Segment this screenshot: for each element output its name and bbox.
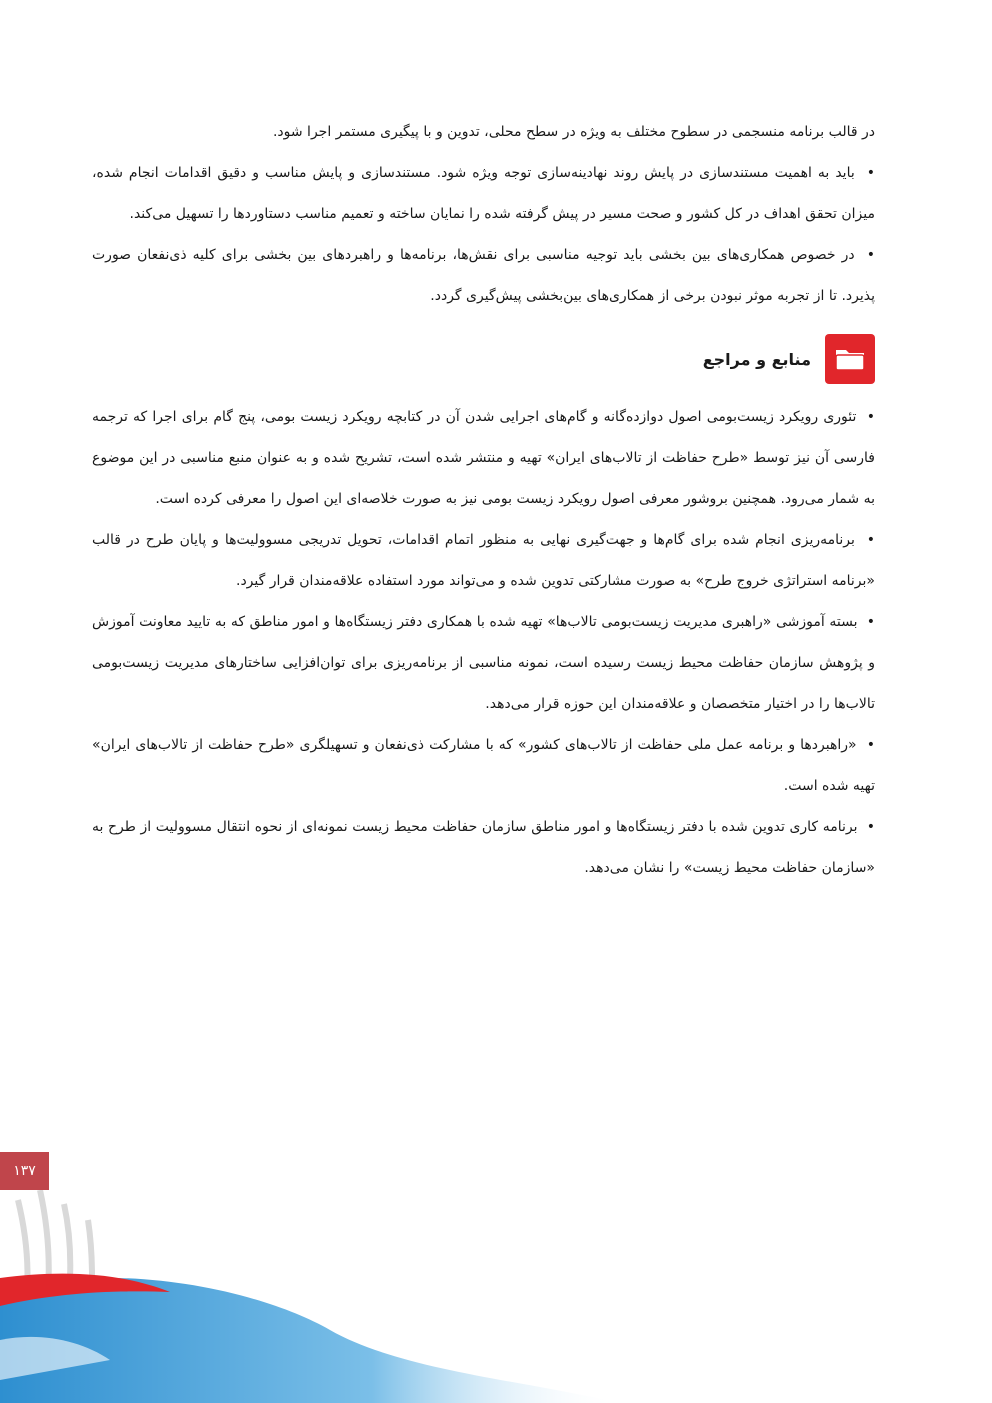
list-item: • برنامه کاری تدوین شده با دفتر زیستگاه‌ها و امور مناطق سازمان حفاظت محیط زیست نمونه‌ای از نحوه انتقال مسوولیت از طرح به «سازمان حفاظت محیط زیست» را نشان می‌دهد. <box>92 807 875 889</box>
main-content <box>92 112 875 889</box>
references-heading <box>92 329 875 389</box>
list-item: • «راهبردها و برنامه عمل ملی حفاظت از تالاب‌های کشور» که با مشارکت ذی‌نفعان و تسهیلگری «طرح حفاظت از تالاب‌های ایران» تهیه شده است. <box>92 725 875 807</box>
section-title: منابع و مراجع <box>702 349 811 369</box>
list-item: • برنامه‌ریزی انجام شده برای گام‌ها و جهت‌گیری نهایی به منظور اتمام اقدامات، تحویل تدریجی مسوولیت‌ها و پایان طرح در قالب «برنامه استراتژی خروج طرح» به صورت مشارکتی تدوین شده و می‌تواند مورد استفاده علاقه‌مندان قرار گیرد. <box>92 520 875 602</box>
list-item: • بسته آموزشی «راهبری مدیریت زیست‌بومی تالاب‌ها» تهیه شده با همکاری دفتر زیستگاه‌ها و امور مناطق که به تایید معاونت آموزش و پژوهش سازمان حفاظت محیط زیست رسیده است، نمونه مناسبی از برنامه‌ریزی برای توان‌افزایی ساختارهای مدیریت زیست‌بومی تالاب‌ها را در اختیار متخصصان و علاقه‌مندان این حوزه قرار می‌دهد. <box>92 602 875 725</box>
intro-paragraph: در قالب برنامه منسجمی در سطوح مختلف به ویژه در سطح محلی، تدوین و با پیگیری مستمر اجرا شود. <box>272 124 875 140</box>
footer-wave <box>0 1220 620 1403</box>
list-item: • باید به اهمیت مستندسازی در پایش روند نهادینه‌سازی توجه ویژه شود. مستندسازی و پایش مناسب و دقیق اقدامات انجام شده، میزان تحقق اهداف در کل کشور و صحت مسیر در پیش گرفته شده را نمایان ساخته و تعمیم مناسب دستاوردها را تسهیل می‌کند. <box>92 153 875 235</box>
folder-icon <box>825 334 875 384</box>
list-item: • در خصوص همکاری‌های بین بخشی باید توجیه مناسبی برای نقش‌ها، برنامه‌ها و راهبردهای بین بخشی برای کلیه ذی‌نفعان صورت پذیرد. تا از تجربه موثر نبودن برخی از همکاری‌های بین‌بخشی پیش‌گیری گردد. <box>92 235 875 317</box>
page-number: ۱۳۷ <box>0 1152 49 1190</box>
list-item: • تئوری رویکرد زیست‌بومی اصول دوازده‌گانه و گام‌های اجرایی شدن آن در کتابچه رویکرد زیست بومی، پنج گام برای اجرا که ترجمه فارسی آن نیز توسط «طرح حفاظت از تالاب‌های ایران» تهیه و منتشر شده است، تشریح شده و به عنوان منبع مناسبی در این موضوع به شمار می‌رود. همچنین بروشور معرفی اصول رویکرد زیست بومی نیز به صورت خلاصه‌ای این اصول را معرفی کرده است. <box>92 397 875 520</box>
